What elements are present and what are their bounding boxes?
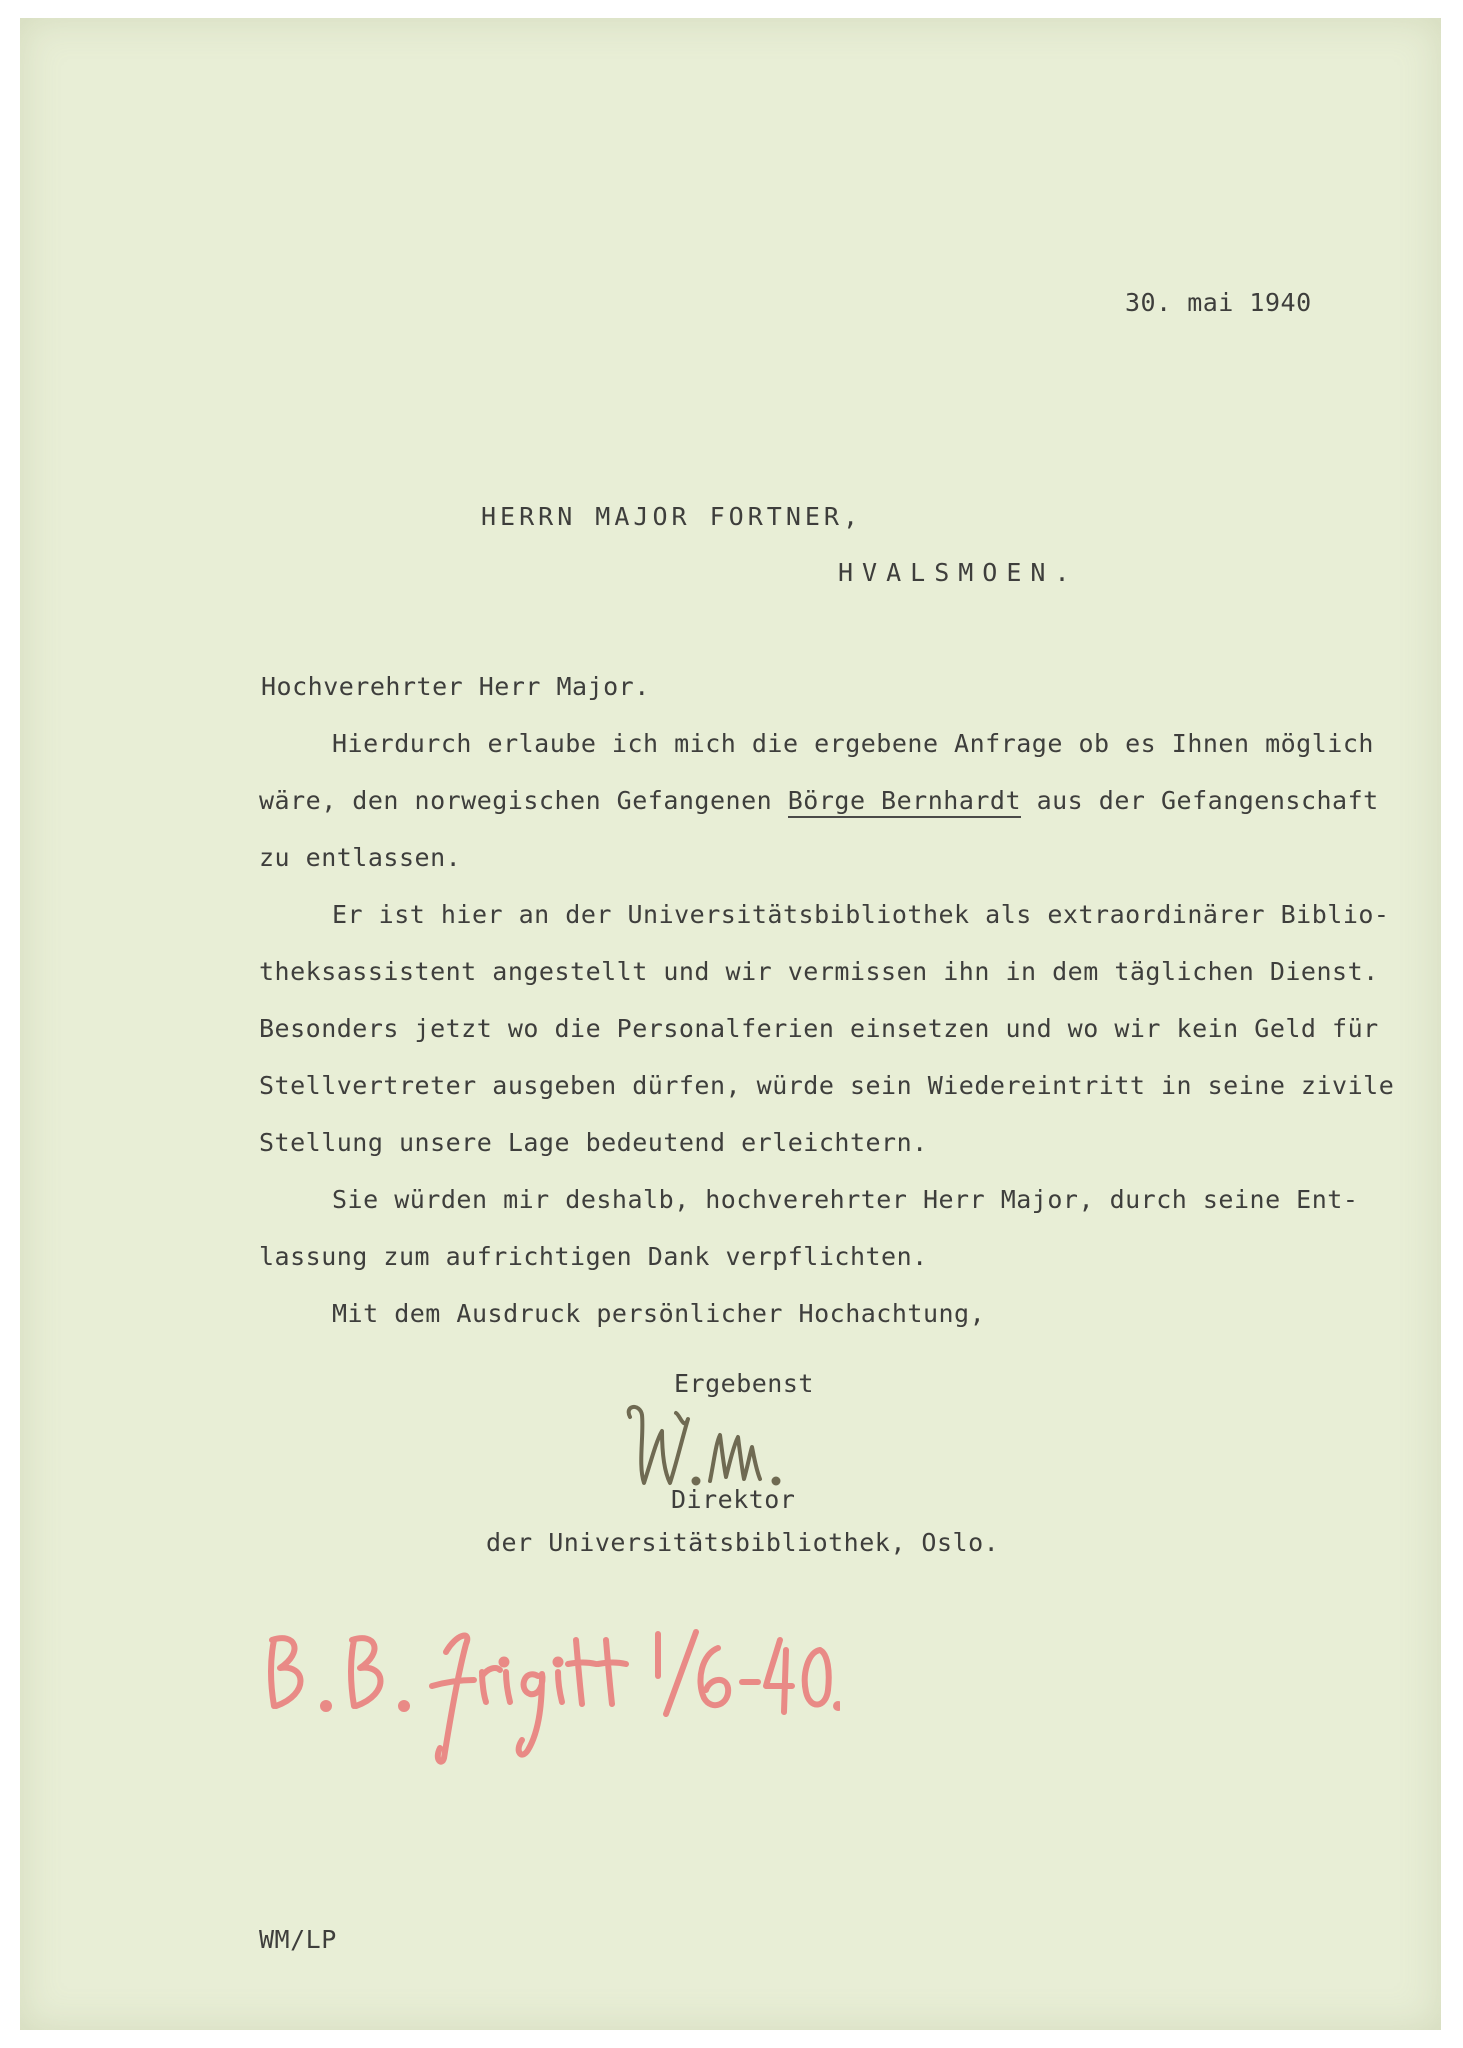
handwritten-signature (610, 1395, 810, 1495)
closing-word: Ergebenst (674, 1369, 814, 1398)
address-place: HVALSMOEN. (838, 558, 1079, 587)
addressee: HERRN MAJOR FORTNER, (481, 502, 863, 531)
body-line: zu entlassen. (259, 843, 462, 872)
signer-title: Direktor (671, 1485, 796, 1514)
complimentary-close: Mit dem Ausdruck persönlicher Hochachtung, (332, 1299, 986, 1328)
reference-initials: WM/LP (259, 1925, 337, 1954)
body-line (259, 786, 1379, 815)
salutation: Hochverehrter Herr Major. (261, 672, 650, 701)
body-line: Stellung unsere Lage bedeutend erleichtern. (259, 1128, 928, 1157)
letter-date: 30. mai 1940 (1125, 288, 1312, 317)
body-line: Besonders jetzt wo die Personalferien einsetzen und wo wir kein Geld für (259, 1014, 1379, 1043)
prisoner-name: Börge Bernhardt (788, 786, 1021, 818)
pencil-annotation (260, 1620, 840, 1770)
body-line: Hierdurch erlaube ich mich die ergebene Anfrage ob es Ihnen möglich (332, 729, 1374, 758)
body-line: theksassistent angestellt und wir vermissen ihn in dem täglichen Dienst. (259, 957, 1379, 986)
body-line: Stellvertreter ausgeben dürfen, würde sein Wiedereintritt in seine zivile (259, 1071, 1395, 1100)
body-line: Sie würden mir deshalb, hochverehrter Herr Major, durch seine Ent- (332, 1185, 1359, 1214)
body-text: wäre, den norwegischen Gefangenen (259, 786, 788, 815)
body-text: aus der Gefangenschaft (1021, 786, 1379, 815)
body-line: lassung zum aufrichtigen Dank verpflichten. (259, 1242, 928, 1271)
signer-institution: der Universitätsbibliothek, Oslo. (486, 1528, 1000, 1557)
body-line: Er ist hier an der Universitätsbibliothek als extraordinärer Biblio- (332, 900, 1390, 929)
